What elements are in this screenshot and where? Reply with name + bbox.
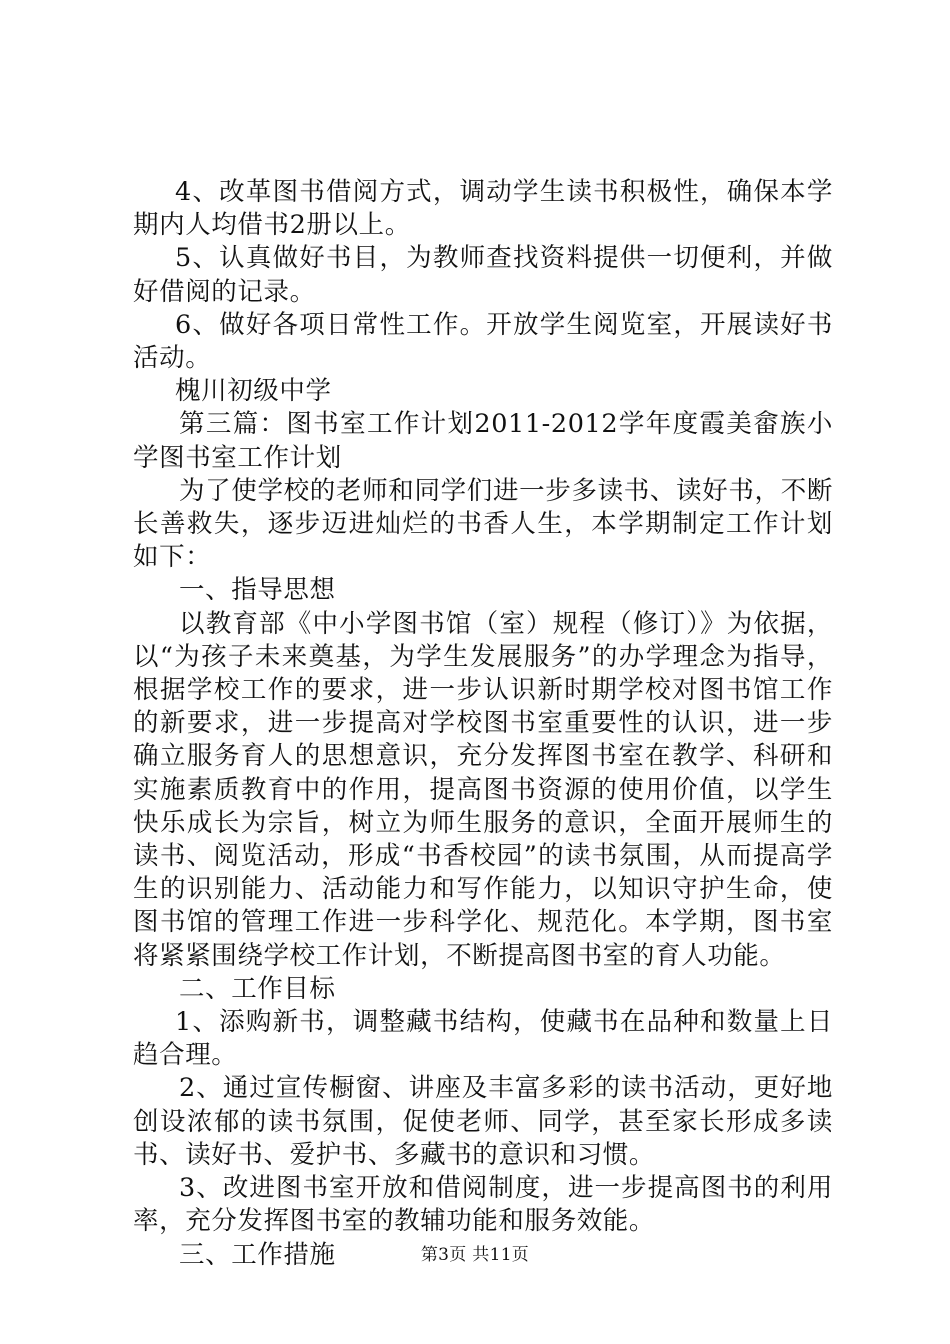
paragraph-item-6: 6、做好各项日常性工作。开放学生阅览室，开展读好书活动。 xyxy=(133,309,833,374)
section-heading-third-article: 第三篇：图书室工作计划2011-2012学年度霞美畲族小学图书室工作计划 xyxy=(133,409,833,473)
heading-guiding-ideology: 一、指导思想 xyxy=(179,575,336,606)
heading-work-goals: 二、工作目标 xyxy=(179,973,336,1004)
paragraph-item-4: 4、改革图书借阅方式，调动学生读书积极性，确保本学期内人均借书2册以上。 xyxy=(133,177,833,241)
paragraph-item-5: 5、认真做好书目，为教师查找资料提供一切便利，并做好借阅的记录。 xyxy=(133,243,833,307)
heading-work-measures: 三、工作措施 xyxy=(179,1239,336,1270)
guiding-ideology-paragraph: 以教育部《中小学图书馆（室）规程（修订）》为依据，以“为孩子未来奠基，为学生发展服务”的办学理念为指导，根据学校工作的要求，进一步认识新时期学校对图书馆工作的新要求，进一步提高对学校图书室重要性的认识，进一步确立服务育人的思想意识，充分发挥图书室在教学、科研和实施素质教育中的作用，提高图书资源的使用价值，以学生快乐成长为宗旨，树立为师生服务的意识，全面开展师生的读书、阅览活动，形成“书香校园”的读书氛围，从而提高学生的识别能力、活动能力和写作能力，以知识守护生命，使图书馆的管理工作进一步科学化、规范化。本学期，图书室将紧紧围绕学校工作计划，不断提高图书室的育人功能。 xyxy=(133,608,833,971)
intro-paragraph: 为了使学校的老师和同学们进一步多读书、读好书，不断长善救失，逐步迈进灿烂的书香人生，本学期制定工作计划如下： xyxy=(133,475,833,573)
goal-item-2: 2、通过宣传橱窗、讲座及丰富多彩的读书活动，更好地创设浓郁的读书氛围，促使老师、同学，甚至家长形成多读书、读好书、爱护书、多藏书的意识和习惯。 xyxy=(133,1073,833,1170)
school-signature: 槐川初级中学 xyxy=(175,376,332,407)
page-number-footer: 第3页 共11页 xyxy=(420,1245,530,1265)
goal-item-1: 1、添购新书，调整藏书结构，使藏书在品种和数量上日趋合理。 xyxy=(133,1007,833,1071)
document-body xyxy=(133,176,833,1272)
goal-item-3: 3、改进图书室开放和借阅制度，进一步提高图书的利用率，充分发挥图书室的教辅功能和服务效能。 xyxy=(133,1173,833,1237)
